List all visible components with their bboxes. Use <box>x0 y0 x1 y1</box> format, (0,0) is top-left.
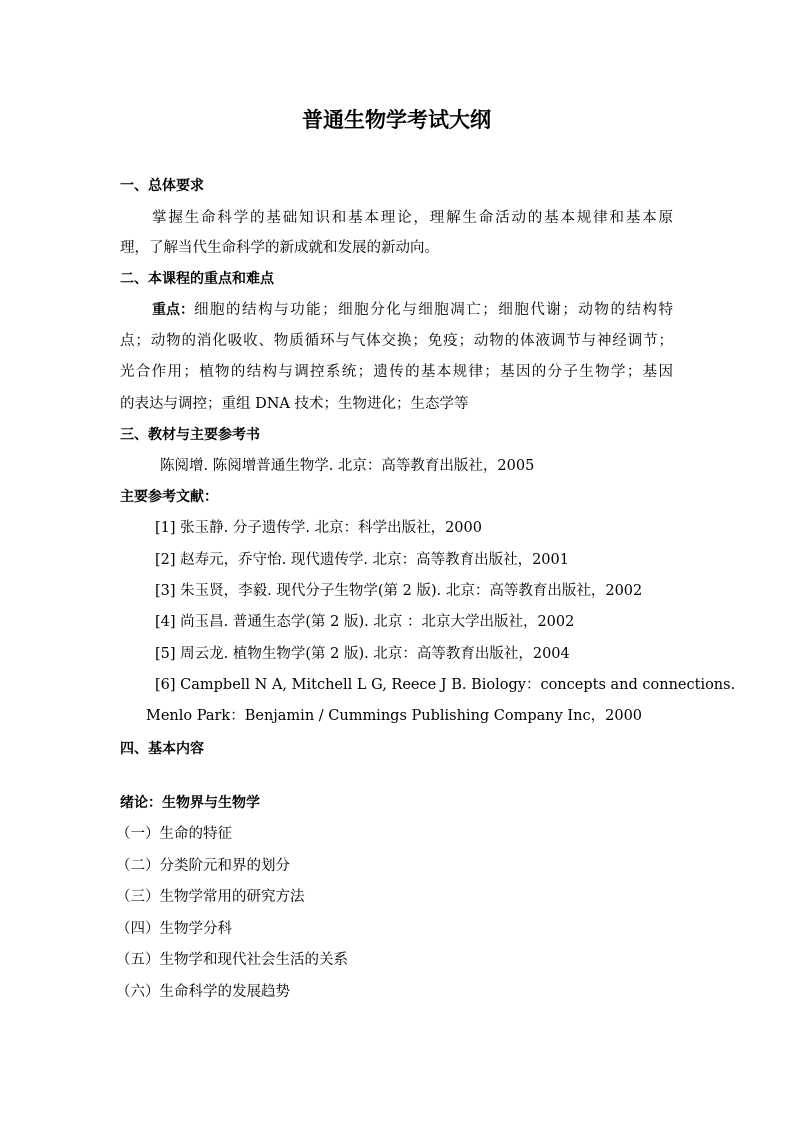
paragraph-line: 的表达与调控；重组 DNA 技术；生物进化；生态学等 <box>120 396 469 412</box>
paragraph-line: 点；动物的消化吸收、物质循环与气体交换；免疫；动物的体液调节与神经调节； <box>120 333 673 349</box>
reference-item: [4] 尚玉昌. 普通生态学(第 2 版). 北京 ：北京大学出版社，2002 <box>155 614 575 630</box>
textbook: 陈阅增. 陈阅增普通生物学. 北京：高等教育出版社，2005 <box>160 458 535 474</box>
references-heading: 主要参考文献： <box>120 489 218 505</box>
reference-item: [5] 周云龙. 植物生物学(第 2 版). 北京：高等教育出版社，2004 <box>155 646 570 662</box>
page-title: 普通生物学考试大纲 <box>302 108 491 132</box>
chapter-heading: 绪论：生物界与生物学 <box>120 795 260 811</box>
reference-item: [1] 张玉静. 分子遗传学. 北京：科学出版社，2000 <box>155 520 482 536</box>
outline-item: （四）生物学分科 <box>116 921 232 937</box>
key-label: 重点： <box>152 302 194 318</box>
reference-item: [3] 朱玉贤，李毅. 现代分子生物学(第 2 版). 北京：高等教育出版社，2002 <box>155 583 643 599</box>
section-heading: 一、总体要求 <box>120 178 204 194</box>
reference-item: [2] 赵寿元，乔守怡. 现代遗传学. 北京：高等教育出版社，2001 <box>155 552 569 568</box>
outline-item: （五）生物学和现代社会生活的关系 <box>116 952 348 968</box>
paragraph-line: 理，了解当代生命科学的新成就和发展的新动向。 <box>120 240 439 256</box>
outline-item: （一）生命的特征 <box>116 826 232 842</box>
section-heading: 三、教材与主要参考书 <box>120 427 260 443</box>
outline-item: （六）生命科学的发展趋势 <box>116 984 290 1000</box>
paragraph-line: 光合作用；植物的结构与调控系统；遗传的基本规律；基因的分子生物学；基因 <box>120 364 673 380</box>
paragraph-line: 掌握生命科学的基础知识和基本理论，理解生命活动的基本规律和基本原 <box>152 210 673 226</box>
section-heading: 二、本课程的重点和难点 <box>120 271 274 287</box>
reference-item-continued: Menlo Park：Benjamin / Cummings Publishing Company Inc，2000 <box>146 708 643 724</box>
reference-item: [6] Campbell N A, Mitchell L G, Reece J B. Biology：concepts and connections. <box>155 677 736 693</box>
section-heading: 四、基本内容 <box>120 741 204 757</box>
outline-item: （二）分类阶元和界的划分 <box>116 858 290 874</box>
paragraph-text: 细胞的结构与功能；细胞分化与细胞凋亡；细胞代谢；动物的结构特 <box>194 302 673 318</box>
paragraph-line <box>152 300 673 320</box>
outline-item: （三）生物学常用的研究方法 <box>116 889 305 905</box>
